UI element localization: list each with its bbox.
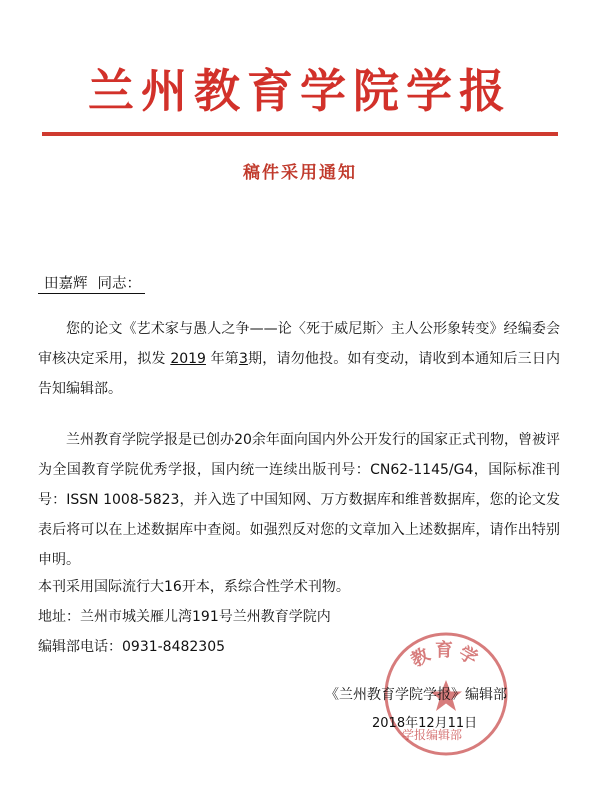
seal-top-text: 教育学 — [407, 640, 485, 672]
journal-masthead: 兰州教育学院学报 — [88, 64, 512, 118]
acceptance-text-a: 您的论文《艺术家与愚人之争——论〈死于威尼斯〉主人公形象转变》经编委会审核决定采用，拟发 — [38, 321, 560, 367]
signature-date: 2018年12月11日 — [372, 716, 478, 731]
publication-year: 2019 — [170, 351, 206, 367]
journal-info-paragraph: 兰州教育学院学报是已创办20余年面向国内外公开发行的国家正式刊物，曾被评为全国教育学院优秀学报，国内统一连续出版刊号：CN62-1145/G4，国际标准刊号：ISSN 1008-5823，并入选了中国知网、万方数据库和维普数据库，您的论文发表后将可以在上述数据库中查阅。如强烈反对您的文章加入上述数据库，请作出特别申明。 — [38, 432, 560, 568]
phone-line: 编辑部电话：0931-8482305 — [38, 639, 226, 655]
salutation — [38, 272, 145, 293]
header-divider — [42, 132, 558, 136]
notice-title: 稿件采用通知 — [243, 163, 357, 183]
acceptance-paragraph — [38, 314, 560, 404]
recipient-name: 田嘉辉 — [38, 276, 92, 294]
acceptance-text-b: 年第 — [210, 351, 239, 367]
svg-text:教育学 — [406, 639, 485, 672]
acceptance-text-c: 期，请勿他投。如有变动，请收到本通知后三日内告知编辑部。 — [38, 351, 561, 397]
format-line: 本刊采用国际流行大16开本，系综合性学术刊物。 — [38, 579, 350, 595]
address-line: 地址：兰州市城关雁儿湾191号兰州教育学院内 — [38, 609, 331, 625]
recipient-suffix: 同志： — [92, 276, 146, 294]
signature-department: 《兰州教育学院学报》编辑部 — [325, 687, 507, 703]
seal-bottom-text: 学报编辑部 — [402, 728, 463, 742]
issue-number: 3 — [238, 351, 248, 367]
